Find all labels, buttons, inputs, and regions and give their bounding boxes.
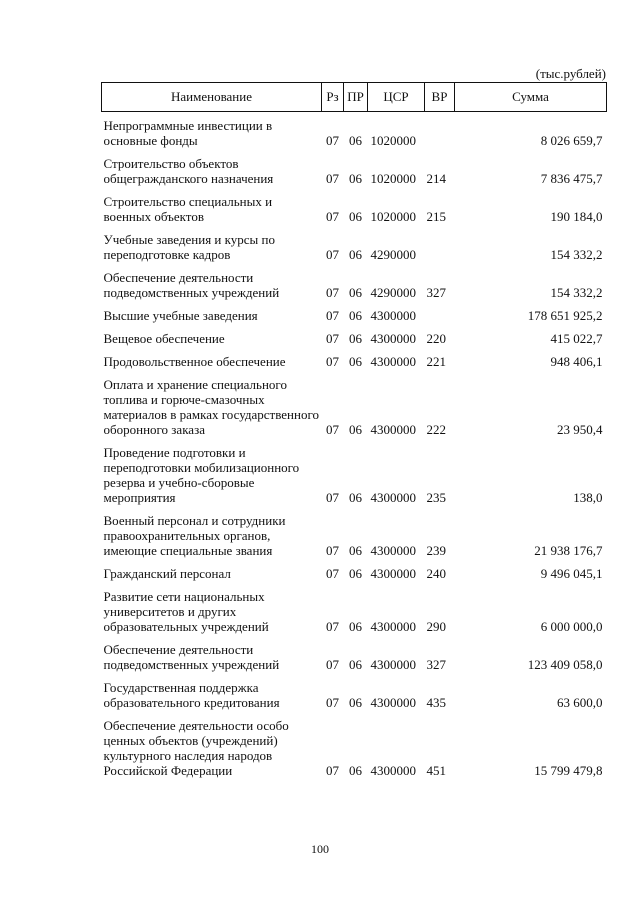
header-name: Наименование <box>102 83 322 112</box>
row-csr: 4300000 <box>370 308 416 323</box>
row-csr: 1020000 <box>370 133 416 148</box>
table-row <box>102 186 607 224</box>
row-sum: 9 496 045,1 <box>540 566 603 581</box>
row-name: Продовольственное обеспечение <box>103 354 286 369</box>
table-row <box>102 346 607 369</box>
row-vr: 451 <box>426 763 446 778</box>
row-sum: 138,0 <box>573 490 603 505</box>
table-row <box>102 300 607 323</box>
row-vr: 435 <box>426 695 446 710</box>
row-pr: 06 <box>349 543 362 558</box>
table-row <box>102 369 607 437</box>
row-pr: 06 <box>349 695 362 710</box>
row-sum: 8 026 659,7 <box>540 133 603 148</box>
row-rz: 07 <box>326 695 339 710</box>
row-sum: 7 836 475,7 <box>540 171 603 186</box>
row-sum: 6 000 000,0 <box>540 619 603 634</box>
row-pr: 06 <box>349 422 362 437</box>
row-pr: 06 <box>349 133 362 148</box>
row-rz: 07 <box>326 331 339 346</box>
table-row <box>102 323 607 346</box>
row-csr: 1020000 <box>370 209 416 224</box>
row-rz: 07 <box>326 619 339 634</box>
units-label: (тыс.рублей) <box>535 66 606 81</box>
row-csr: 4290000 <box>370 285 416 300</box>
row-sum: 21 938 176,7 <box>534 543 603 558</box>
row-pr: 06 <box>349 209 362 224</box>
row-rz: 07 <box>326 422 339 437</box>
row-csr: 4300000 <box>370 422 416 437</box>
header-sum: Сумма <box>455 83 607 112</box>
row-rz: 07 <box>326 354 339 369</box>
table-row <box>102 112 607 149</box>
row-name: Непрограммные инвестиции в основные фонды <box>103 118 273 148</box>
row-csr: 4300000 <box>370 543 416 558</box>
row-rz: 07 <box>326 247 339 262</box>
row-vr: 235 <box>426 490 446 505</box>
row-vr: 222 <box>426 422 446 437</box>
row-pr: 06 <box>349 619 362 634</box>
table-row <box>102 710 607 778</box>
row-name: Высшие учебные заведения <box>103 308 258 323</box>
row-pr: 06 <box>349 171 362 186</box>
row-rz: 07 <box>326 657 339 672</box>
row-pr: 06 <box>349 354 362 369</box>
table-row <box>102 581 607 634</box>
row-pr: 06 <box>349 247 362 262</box>
row-csr: 4300000 <box>370 695 416 710</box>
table-row <box>102 437 607 505</box>
table-row <box>102 224 607 262</box>
row-name: Обеспечение деятельности подведомственных учреждений <box>103 270 280 300</box>
row-pr: 06 <box>349 657 362 672</box>
row-vr: 240 <box>426 566 446 581</box>
table-row <box>102 558 607 581</box>
row-name: Обеспечение деятельности особо ценных объектов (учреждений) культурного наследия народов Российской Федерации <box>103 718 289 778</box>
row-vr <box>425 224 455 262</box>
row-sum: 415 022,7 <box>550 331 603 346</box>
row-sum: 154 332,2 <box>550 247 603 262</box>
row-vr: 327 <box>426 285 446 300</box>
row-vr: 327 <box>426 657 446 672</box>
row-name: Военный персонал и сотрудники правоохранительных органов, имеющие специальные звания <box>103 513 286 558</box>
row-rz: 07 <box>326 543 339 558</box>
row-name: Строительство объектов общегражданского назначения <box>103 156 274 186</box>
row-name: Строительство специальных и военных объектов <box>103 194 273 224</box>
row-sum: 178 651 925,2 <box>527 308 603 323</box>
row-vr: 221 <box>426 354 446 369</box>
row-pr: 06 <box>349 490 362 505</box>
row-name: Учебные заведения и курсы по переподготовке кадров <box>103 232 275 262</box>
table-row <box>102 148 607 186</box>
row-csr: 4300000 <box>370 490 416 505</box>
row-name: Оплата и хранение специального топлива и горюче-смазочных материалов в рамках государственного оборонного заказа <box>103 377 319 437</box>
row-name: Вещевое обеспечение <box>103 331 225 346</box>
row-rz: 07 <box>326 490 339 505</box>
row-sum: 190 184,0 <box>550 209 603 224</box>
row-rz: 07 <box>326 171 339 186</box>
table-row <box>102 634 607 672</box>
table-row <box>102 505 607 558</box>
row-rz: 07 <box>326 566 339 581</box>
row-sum: 63 600,0 <box>557 695 603 710</box>
row-csr: 4300000 <box>370 331 416 346</box>
row-rz: 07 <box>326 308 339 323</box>
header-vr: ВР <box>425 83 455 112</box>
row-vr <box>425 112 455 149</box>
header-pr: ПР <box>344 83 368 112</box>
row-csr: 4300000 <box>370 566 416 581</box>
table-header-row <box>102 83 607 112</box>
row-sum: 23 950,4 <box>557 422 603 437</box>
row-sum: 154 332,2 <box>550 285 603 300</box>
row-pr: 06 <box>349 763 362 778</box>
row-vr: 290 <box>426 619 446 634</box>
row-vr: 215 <box>426 209 446 224</box>
row-name: Государственная поддержка образовательного кредитования <box>103 680 280 710</box>
row-sum: 123 409 058,0 <box>527 657 603 672</box>
row-name: Проведение подготовки и переподготовки мобилизационного резерва и учебно-сборовые мероприятия <box>103 445 300 505</box>
row-vr <box>425 300 455 323</box>
row-csr: 4300000 <box>370 619 416 634</box>
row-csr: 4300000 <box>370 657 416 672</box>
header-rz: Рз <box>322 83 344 112</box>
row-vr: 239 <box>426 543 446 558</box>
row-rz: 07 <box>326 285 339 300</box>
budget-table <box>101 82 607 778</box>
row-csr: 1020000 <box>370 171 416 186</box>
row-csr: 4290000 <box>370 247 416 262</box>
header-csr: ЦСР <box>368 83 425 112</box>
row-pr: 06 <box>349 566 362 581</box>
row-name: Гражданский персонал <box>103 566 231 581</box>
row-sum: 948 406,1 <box>550 354 603 369</box>
row-csr: 4300000 <box>370 763 416 778</box>
page-number: 100 <box>311 842 329 856</box>
row-vr: 220 <box>426 331 446 346</box>
row-rz: 07 <box>326 209 339 224</box>
row-pr: 06 <box>349 331 362 346</box>
row-name: Развитие сети национальных университетов и других образовательных учреждений <box>103 589 269 634</box>
row-name: Обеспечение деятельности подведомственных учреждений <box>103 642 280 672</box>
table-row <box>102 262 607 300</box>
row-pr: 06 <box>349 308 362 323</box>
row-rz: 07 <box>326 763 339 778</box>
row-pr: 06 <box>349 285 362 300</box>
row-csr: 4300000 <box>370 354 416 369</box>
row-sum: 15 799 479,8 <box>534 763 603 778</box>
table-row <box>102 672 607 710</box>
row-rz: 07 <box>326 133 339 148</box>
row-vr: 214 <box>426 171 446 186</box>
